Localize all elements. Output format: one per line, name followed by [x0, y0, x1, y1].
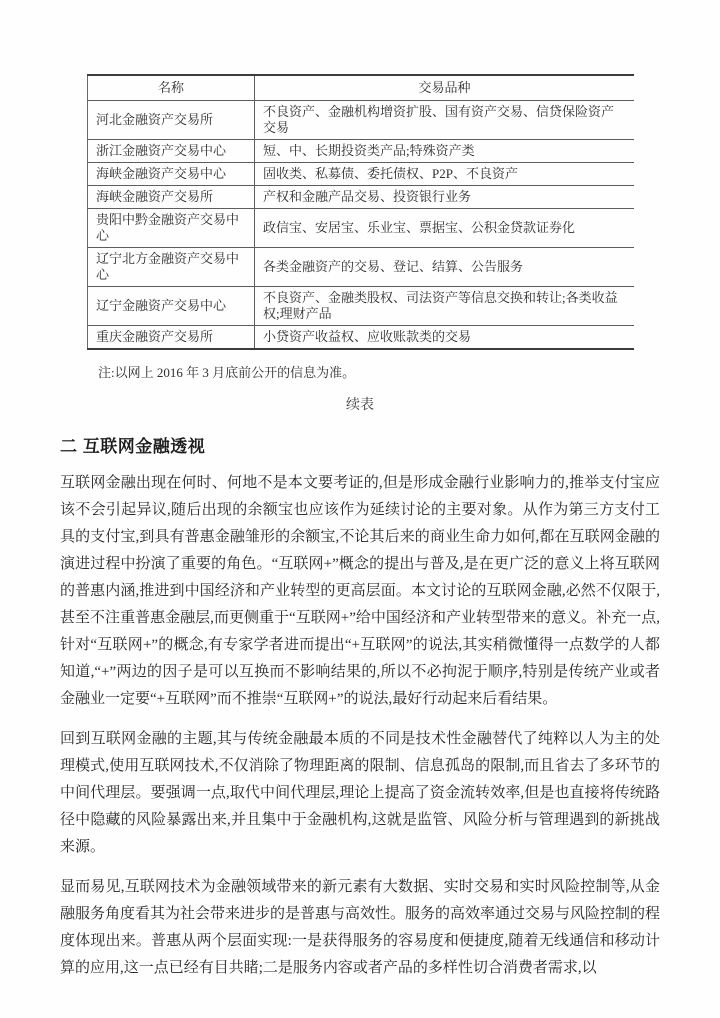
cell-trading-products: 不良资产、金融机构增资扩股、国有资产交易、信贷保险资产交易	[255, 101, 635, 140]
table-row	[88, 186, 635, 209]
exchange-table	[87, 74, 634, 350]
table-header-name: 名称	[88, 75, 255, 101]
table-note: 注:以网上 2016 年 3 月底前公开的信息为准。	[98, 365, 356, 380]
continued-table-label: 续表	[346, 398, 374, 413]
table-row	[88, 101, 635, 140]
table-header-row	[88, 75, 635, 101]
body-paragraph: 回到互联网金融的主题,其与传统金融最本质的不同是技术性金融替代了纯粹以人为主的处理模式,使用互联网技术,不仅消除了物理距离的限制、信息孤岛的限制,而且省去了多环节的中间代理层。要强调一点,取代中间代理层,理论上提高了资金流转效率,但是也直接将传统路径中隐藏的风险暴露出来,并且集中于金融机构,这就是监管、风险分析与管理遇到的新挑战来源。	[60, 731, 660, 855]
cell-trading-products: 小贷资产收益权、应收账款类的交易	[255, 326, 635, 350]
cell-trading-products: 短、中、长期投资类产品;特殊资产类	[255, 140, 635, 163]
cell-exchange-name: 重庆金融资产交易所	[88, 326, 255, 350]
table-row	[88, 140, 635, 163]
cell-trading-products: 各类金融资产的交易、登记、结算、公告服务	[255, 248, 635, 287]
table-row	[88, 248, 635, 287]
cell-exchange-name: 辽宁金融资产交易中心	[88, 287, 255, 326]
cell-trading-products: 固收类、私募债、委托债权、P2P、不良资产	[255, 163, 635, 186]
table-row	[88, 287, 635, 326]
table-header-products: 交易品种	[255, 75, 635, 101]
table-row	[88, 209, 635, 248]
cell-exchange-name: 海峡金融资产交易中心	[88, 163, 255, 186]
table-row	[88, 163, 635, 186]
cell-trading-products: 政信宝、安居宝、乐业宝、票据宝、公积金贷款证券化	[255, 209, 635, 248]
body-text	[60, 470, 660, 982]
cell-trading-products: 不良资产、金融类股权、司法资产等信息交换和转让;各类收益权;理财产品	[255, 287, 635, 326]
section-heading: 二 互联网金融透视	[60, 437, 206, 456]
table-row	[88, 326, 635, 350]
body-paragraph: 显而易见,互联网技术为金融领域带来的新元素有大数据、实时交易和实时风险控制等,从金融服务角度看其为社会带来进步的是普惠与高效性。服务的高效率通过交易与风险控制的程度体现出来。普惠从两个层面实现:一是获得服务的容易度和便捷度,随着无线通信和移动计算的应用,这一点已经有目共睹;二是服务内容或者产品的多样性切合消费者需求,以	[60, 879, 661, 976]
cell-trading-products: 产权和金融产品交易、投资银行业务	[255, 186, 635, 209]
cell-exchange-name: 海峡金融资产交易所	[88, 186, 255, 209]
cell-exchange-name: 浙江金融资产交易中心	[88, 140, 255, 163]
cell-exchange-name: 贵阳中黔金融资产交易中心	[88, 209, 255, 248]
cell-exchange-name: 河北金融资产交易所	[88, 101, 255, 140]
cell-exchange-name: 辽宁北方金融资产交易中心	[88, 248, 255, 287]
body-paragraph: 互联网金融出现在何时、何地不是本文要考证的,但是形成金融行业影响力的,推举支付宝应该不会引起异议,随后出现的余额宝也应该作为延续讨论的主要对象。从作为第三方支付工具的支付宝,到具有普惠金融雏形的余额宝,不论其后来的商业生命力如何,都在互联网金融的演进过程中扮演了重要的角色。“互联网+”概念的提出与普及,是在更广泛的意义上将互联网的普惠内涵,推进到中国经济和产业转型的更高层面。本文讨论的互联网金融,必然不仅限于,甚至不注重普惠金融层,而更侧重于“互联网+”给中国经济和产业转型带来的意义。补充一点,针对“互联网+”的概念,有专家学者进而提出“+互联网”的说法,其实稍微懂得一点数学的人都知道,“+”两边的因子是可以互换而不影响结果的,所以不必拘泥于顺序,特别是传统产业或者金融业一定要“+互联网”而不推崇“互联网+”的说法,最好行动起来后看结果。	[60, 475, 660, 707]
